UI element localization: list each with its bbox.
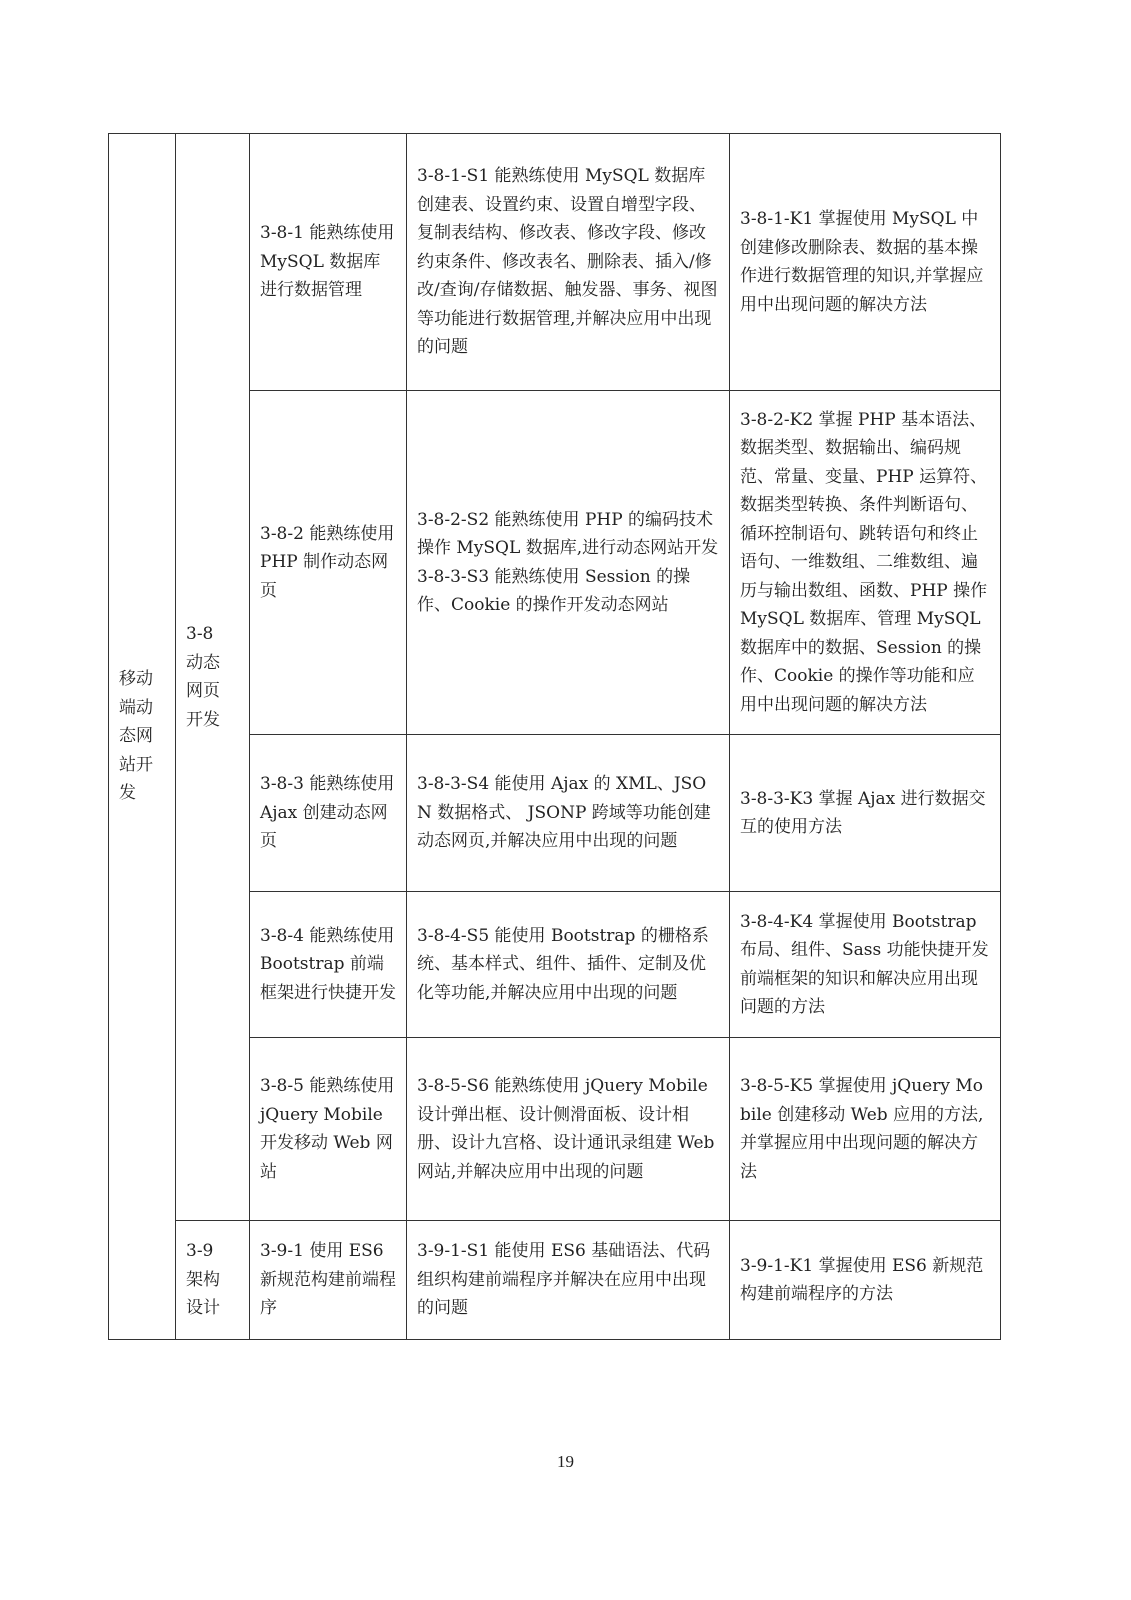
knowledge-cell: 3-8-1-K1 掌握使用 MySQL 中创建修改删除表、数据的基本操作进行数据管理的知识,并掌握应用中出现问题的解决方法 [730, 134, 1001, 391]
skill-cell: 3-8-2-S2 能熟练使用 PHP 的编码技术操作 MySQL 数据库,进行动态网站开发 3-8-3-S3 能熟练使用 Session 的操作、Cookie 的操作开发动态网站 [407, 391, 730, 735]
skill-cell: 3-8-4-S5 能使用 Bootstrap 的栅格系统、基本样式、组件、插件、定制及优化等功能,并解决应用中出现的问题 [407, 892, 730, 1038]
work-area-cell: 移动端动态网站开发 [109, 134, 176, 1340]
table-row [109, 134, 1001, 391]
knowledge-cell: 3-8-3-K3 掌握 Ajax 进行数据交互的使用方法 [730, 735, 1001, 892]
task-cell: 3-8-3 能熟练使用 Ajax 创建动态网页 [250, 735, 407, 892]
skill-cell: 3-8-5-S6 能熟练使用 jQuery Mobile 设计弹出框、设计侧滑面板、设计相册、设计九宫格、设计通讯录组建 Web 网站,并解决应用中出现的问题 [407, 1038, 730, 1221]
unit-cell: 3-9 架构 设计 [176, 1221, 250, 1340]
knowledge-cell: 3-8-4-K4 掌握使用 Bootstrap 布局、组件、Sass 功能快捷开发前端框架的知识和解决应用出现问题的方法 [730, 892, 1001, 1038]
standards-table [108, 133, 1001, 1340]
task-cell: 3-9-1 使用 ES6 新规范构建前端程序 [250, 1221, 407, 1340]
table-row [109, 1221, 1001, 1340]
page-number: 19 [557, 1452, 574, 1471]
task-cell: 3-8-1 能熟练使用 MySQL 数据库进行数据管理 [250, 134, 407, 391]
knowledge-cell: 3-9-1-K1 掌握使用 ES6 新规范构建前端程序的方法 [730, 1221, 1001, 1340]
skill-cell: 3-8-3-S4 能使用 Ajax 的 XML、JSON 数据格式、 JSONP 跨域等功能创建动态网页,并解决应用中出现的问题 [407, 735, 730, 892]
skill-cell: 3-9-1-S1 能使用 ES6 基础语法、代码组织构建前端程序并解决在应用中出现的问题 [407, 1221, 730, 1340]
task-cell: 3-8-5 能熟练使用 jQuery Mobile 开发移动 Web 网站 [250, 1038, 407, 1221]
knowledge-cell: 3-8-2-K2 掌握 PHP 基本语法、数据类型、数据输出、编码规范、常量、变量、PHP 运算符、数据类型转换、条件判断语句、循环控制语句、跳转语句和终止语句、一维数组、二维数组、遍历与输出数组、函数、PHP 操作 MySQL 数据库、管理 MySQL 数据库中的数据、Session 的操作、Cookie 的操作等功能和应用中出现问题的解决方法 [730, 391, 1001, 735]
knowledge-cell: 3-8-5-K5 掌握使用 jQuery Mobile 创建移动 Web 应用的方法,并掌握应用中出现问题的解决方法 [730, 1038, 1001, 1221]
task-cell: 3-8-2 能熟练使用 PHP 制作动态网页 [250, 391, 407, 735]
task-cell: 3-8-4 能熟练使用 Bootstrap 前端框架进行快捷开发 [250, 892, 407, 1038]
unit-cell: 3-8 动态 网页 开发 [176, 134, 250, 1221]
skill-cell: 3-8-1-S1 能熟练使用 MySQL 数据库创建表、设置约束、设置自增型字段、复制表结构、修改表、修改字段、修改约束条件、修改表名、删除表、插入/修改/查询/存储数据、触发器、事务、视图等功能进行数据管理,并解决应用中出现的问题 [407, 134, 730, 391]
